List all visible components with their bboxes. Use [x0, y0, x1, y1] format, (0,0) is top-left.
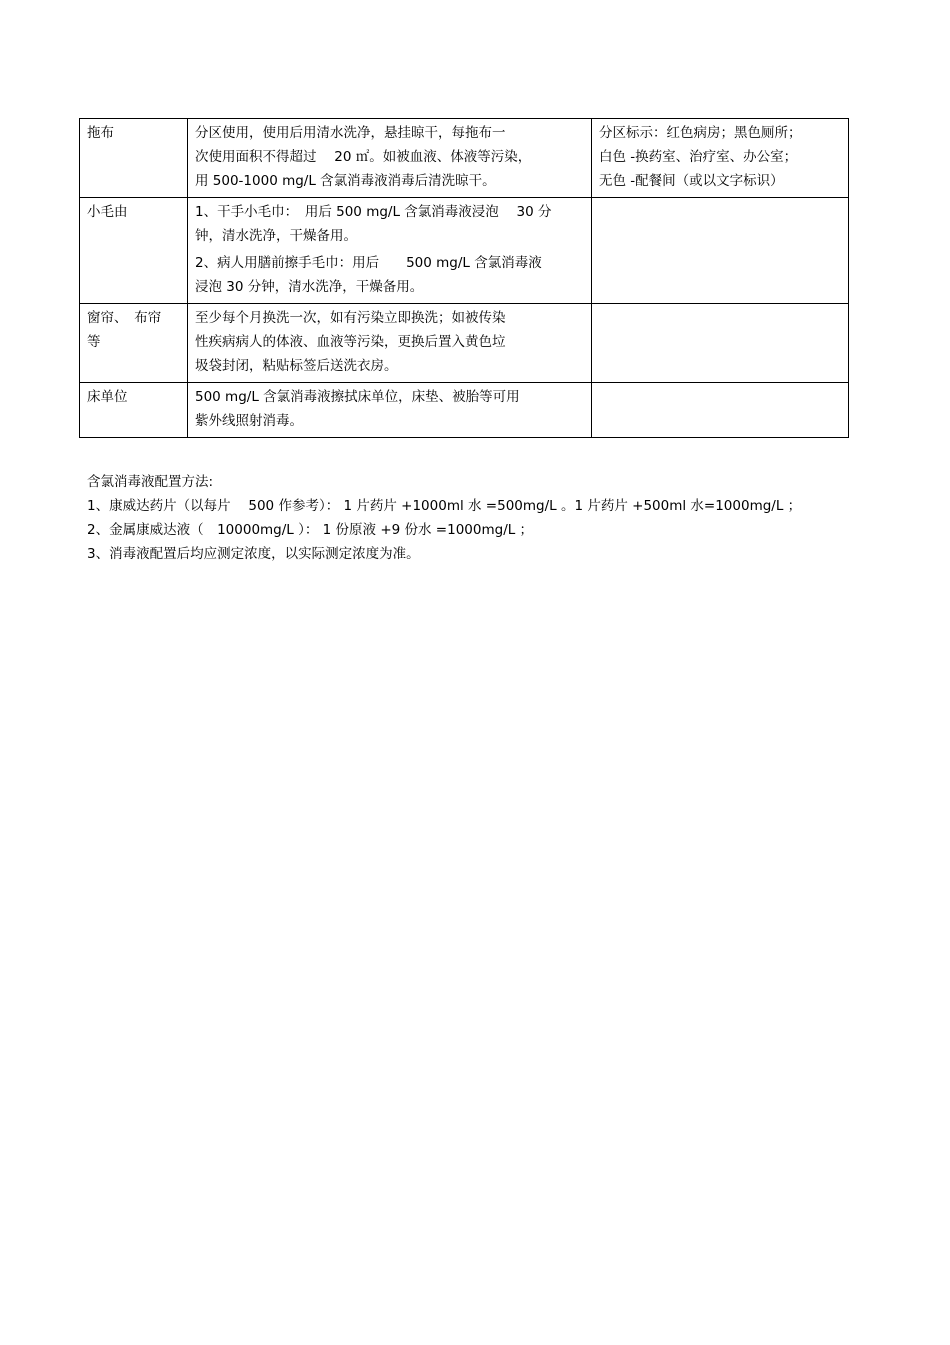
table-row — [80, 119, 849, 198]
method-line: 钟，清水洗净，干燥备用。 — [195, 228, 357, 244]
item-name: 拖布 — [87, 125, 114, 141]
item-name: 等 — [87, 334, 101, 350]
note-cell — [592, 198, 849, 304]
item-cell — [80, 119, 188, 198]
notes-line: 2、金属康威达液（ 10000mg/L ）： 1 份原液 +9 份水 =1000mg/L ； — [87, 522, 534, 538]
method-cell — [188, 304, 592, 383]
method-line: 紫外线照射消毒。 — [195, 413, 303, 429]
table-row — [80, 198, 849, 304]
item-name: 小毛由 — [87, 204, 128, 220]
method-line: 性疾病病人的体液、血液等污染，更换后置入黄色垃 — [195, 334, 506, 350]
method-cell — [188, 119, 592, 198]
item-name: 窗帘、 布帘 — [87, 310, 162, 326]
method-line: 2、病人用膳前擦手毛巾：用后 500 mg/L 含氯消毒液 — [195, 255, 542, 271]
method-line: 用 500-1000 mg/L 含氯消毒液消毒后清洗晾干。 — [195, 173, 496, 189]
notes-title: 含氯消毒液配置方法: — [87, 474, 214, 490]
notes-line: 3、消毒液配置后均应测定浓度，以实际测定浓度为准。 — [87, 546, 420, 562]
method-line: 圾袋封闭，粘贴标签后送洗衣房。 — [195, 358, 398, 374]
method-line: 分区使用，使用后用清水洗净，悬挂晾干，每拖布一 — [195, 125, 506, 141]
item-cell — [80, 383, 188, 438]
method-cell — [188, 198, 592, 304]
note-line: 分区标示：红色病房；黑色厕所； — [599, 125, 802, 141]
table-row — [80, 304, 849, 383]
note-cell — [592, 304, 849, 383]
notes-line: 1、康威达药片（以每片 500 作参考）： 1 片药片 +1000ml 水 =500mg/L 。1 片药片 +500ml 水=1000mg/L ； — [87, 498, 802, 514]
item-cell — [80, 304, 188, 383]
method-line: 次使用面积不得超过 20 ㎡。如被血液、体液等污染， — [195, 149, 532, 165]
method-line: 浸泡 30 分钟，清水洗净，干燥备用。 — [195, 279, 424, 295]
item-cell — [80, 198, 188, 304]
disinfection-table — [79, 118, 849, 438]
method-cell — [188, 383, 592, 438]
note-cell — [592, 383, 849, 438]
preparation-notes — [87, 470, 867, 566]
method-line: 500 mg/L 含氯消毒液擦拭床单位，床垫、被胎等可用 — [195, 389, 520, 405]
method-line: 至少每个月换洗一次，如有污染立即换洗；如被传染 — [195, 310, 506, 326]
table-row — [80, 383, 849, 438]
note-line: 无色 -配餐间（或以文字标识） — [599, 173, 784, 189]
note-line: 白色 -换药室、治疗室、办公室； — [599, 149, 798, 165]
note-cell — [592, 119, 849, 198]
item-name: 床单位 — [87, 389, 128, 405]
method-line: 1、干手小毛巾： 用后 500 mg/L 含氯消毒液浸泡 30 分 — [195, 204, 552, 220]
